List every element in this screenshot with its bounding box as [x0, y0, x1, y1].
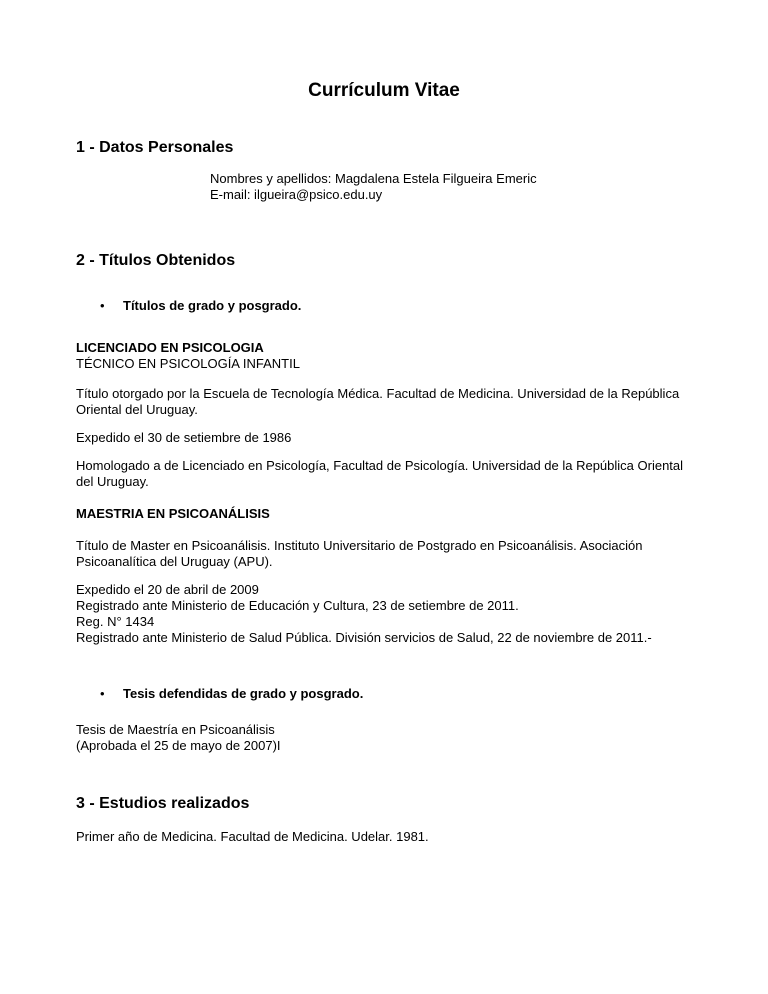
thesis-line1: Tesis de Maestría en Psicoanálisis	[76, 722, 275, 737]
section-3-heading: 3 - Estudios realizados	[76, 795, 250, 812]
thesis-line2: (Aprobada el 25 de mayo de 2007)I	[76, 738, 281, 753]
degree-licenciado-issued: Expedido el 30 de setiembre de 1986	[76, 430, 292, 445]
section-2-heading: 2 - Títulos Obtenidos	[76, 252, 236, 269]
bullet-item-degrees-label: Títulos de grado y posgrado.	[123, 298, 302, 313]
degree-maestria-title: MAESTRIA EN PSICOANÁLISIS	[76, 506, 270, 521]
bullet-icon: •	[100, 686, 105, 701]
degree-maestria-reg2: Registrado ante Ministerio de Salud Pública. División servicios de Salud, 22 de noviembre de 2011.-	[76, 630, 652, 645]
degree-licenciado-granted: Título otorgado por la Escuela de Tecnología Médica. Facultad de Medicina. Universidad de la República Oriental del Uruguay.	[76, 386, 680, 417]
email-line: E-mail: ilgueira@psico.edu.uy	[210, 187, 383, 202]
degree-licenciado-block	[76, 340, 692, 372]
studies-line: Primer año de Medicina. Facultad de Medicina. Udelar. 1981.	[76, 829, 429, 844]
degree-licenciado-homologated: Homologado a de Licenciado en Psicología, Facultad de Psicología. Universidad de la República Oriental del Uruguay.	[76, 458, 684, 489]
bullet-item-degrees	[100, 298, 692, 314]
degree-maestria-reg1: Registrado ante Ministerio de Educación y Cultura, 23 de setiembre de 2011.	[76, 598, 519, 613]
degree-licenciado-title: LICENCIADO EN PSICOLOGIA	[76, 340, 264, 355]
bullet-item-theses	[100, 686, 692, 702]
section-1-heading: 1 - Datos Personales	[76, 139, 234, 156]
degree-tecnico-title: TÉCNICO EN PSICOLOGÍA INFANTIL	[76, 356, 300, 371]
degree-maestria-issued: Expedido el 20 de abril de 2009	[76, 582, 259, 597]
bullet-icon: •	[100, 298, 105, 313]
degree-maestria-desc: Título de Master en Psicoanálisis. Instituto Universitario de Postgrado en Psicoanálisis. Asociación Psicoanalítica del Uruguay (APU).	[76, 538, 643, 569]
degree-maestria-registration-block	[76, 582, 692, 646]
personal-data-block	[210, 171, 692, 203]
degree-maestria-reg-num: Reg. N° 1434	[76, 614, 155, 629]
document-title: Currículum Vitae	[308, 80, 460, 101]
name-line: Nombres y apellidos: Magdalena Estela Filgueira Emeric	[210, 171, 537, 186]
bullet-item-theses-label: Tesis defendidas de grado y posgrado.	[123, 686, 364, 701]
thesis-block	[76, 722, 692, 754]
